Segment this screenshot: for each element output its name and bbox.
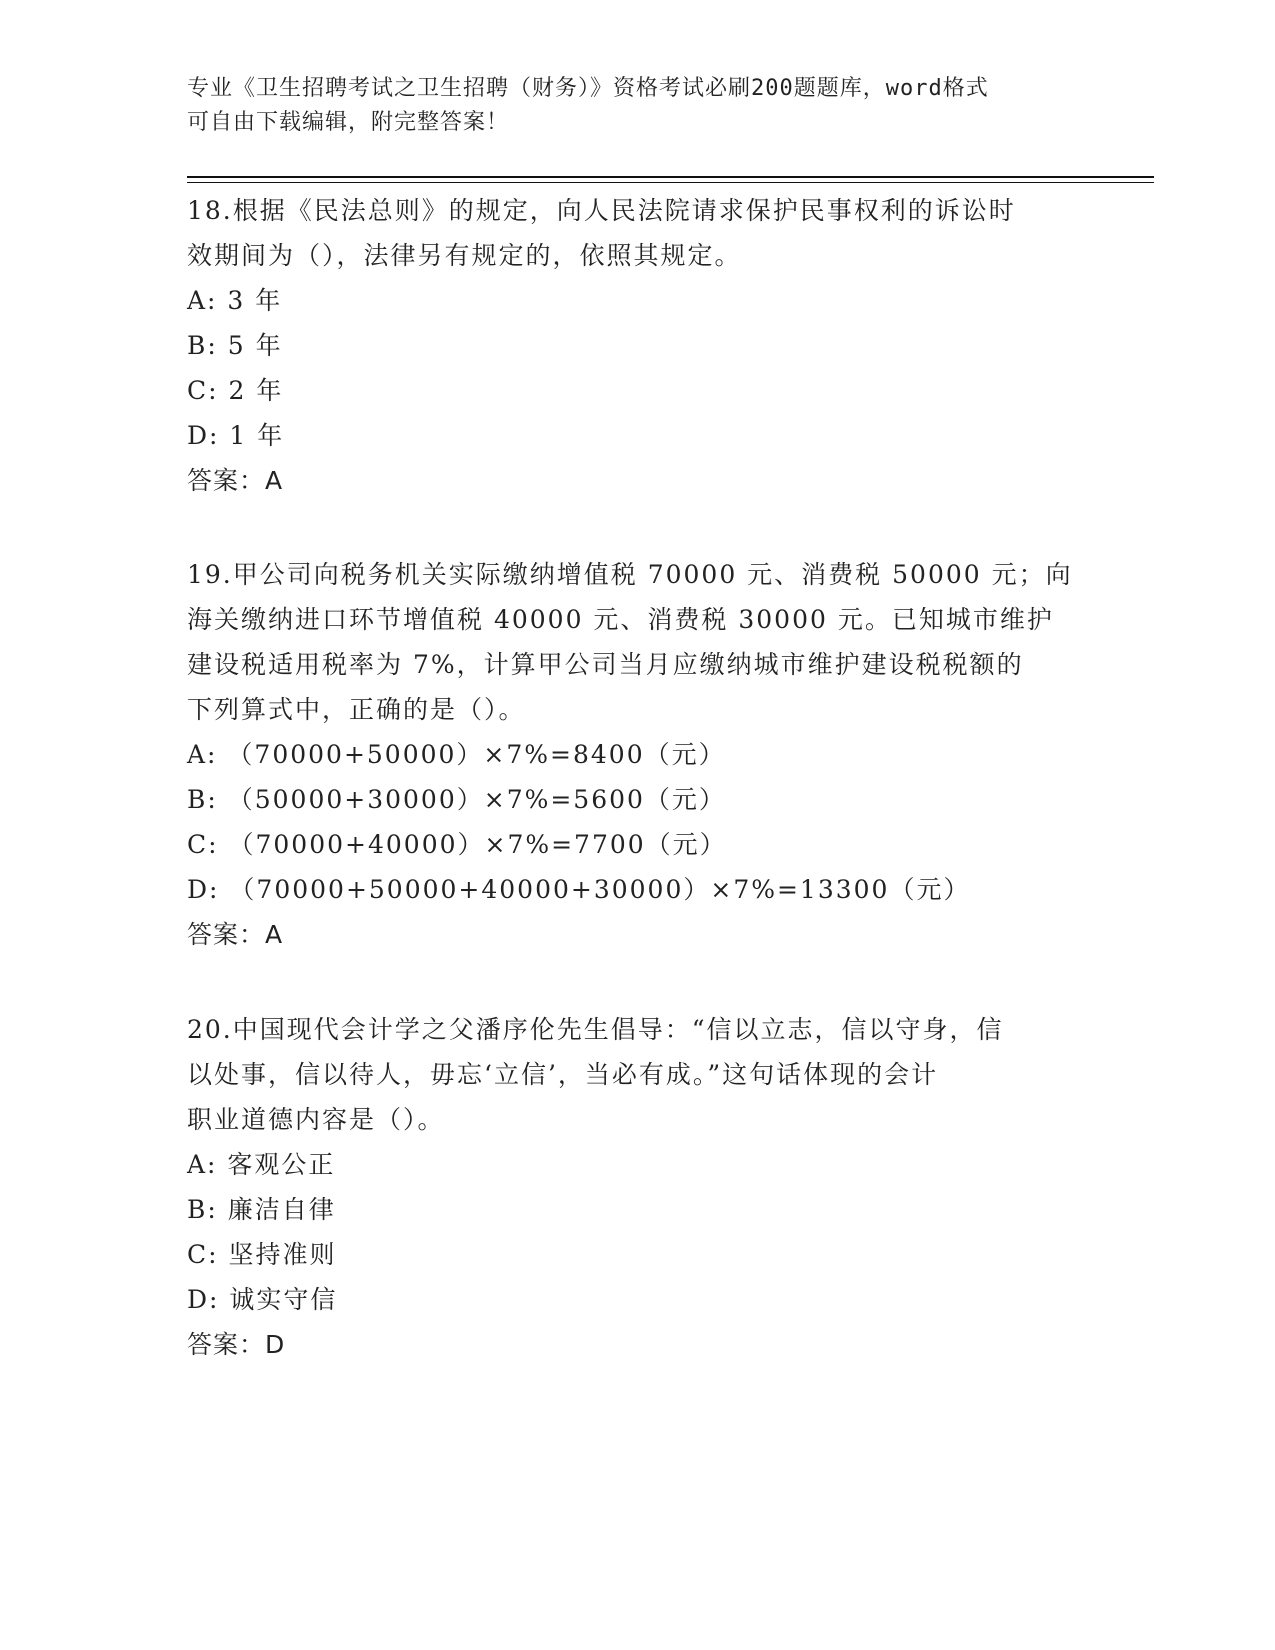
question-20: [187, 1007, 1077, 1367]
option-b: B: 5 年: [187, 331, 283, 360]
answer-label: 答案：D: [187, 1330, 286, 1359]
answer-label: 答案：A: [187, 920, 284, 949]
header-line-1: 专业《卫生招聘考试之卫生招聘（财务）》资格考试必刷200题题库，word格式: [187, 76, 989, 101]
option-a: A: 客观公正: [187, 1150, 336, 1179]
option-d: D: 诚实守信: [187, 1285, 338, 1314]
header-rule-thick: [187, 176, 1154, 178]
question-stem-line: 以处事，信以待人，毋忘‘立信’，当必有成。”这句话体现的会计: [187, 1060, 939, 1089]
question-18: [187, 188, 1077, 503]
answer-label: 答案：A: [187, 466, 284, 495]
document-header: [187, 72, 1077, 140]
option-b: B: （50000+30000）×7%=5600（元）: [187, 785, 726, 814]
header-rule-thin: [187, 182, 1154, 183]
option-d: D: 1 年: [187, 421, 285, 450]
question-19: [187, 552, 1077, 957]
option-a: A: 3 年: [187, 286, 283, 315]
question-stem-line: 18.根据《民法总则》的规定，向人民法院请求保护民事权利的诉讼时: [187, 196, 1016, 225]
question-stem-line: 海关缴纳进口环节增值税 40000 元、消费税 30000 元。已知城市维护: [187, 605, 1054, 634]
option-c: C: 坚持准则: [187, 1240, 337, 1269]
question-stem-line: 20.中国现代会计学之父潘序伦先生倡导：“信以立志，信以守身，信: [187, 1015, 1004, 1044]
question-stem-line: 建设税适用税率为 7%，计算甲公司当月应缴纳城市维护建设税税额的: [187, 650, 1024, 679]
header-line-2: 可自由下载编辑，附完整答案！: [187, 110, 510, 135]
question-stem-line: 19.甲公司向税务机关实际缴纳增值税 70000 元、消费税 50000 元；向: [187, 560, 1073, 589]
question-stem-line: 职业道德内容是（）。: [187, 1105, 445, 1134]
question-stem-line: 效期间为（），法律另有规定的，依照其规定。: [187, 241, 742, 270]
option-c: C: （70000+40000）×7%=7700（元）: [187, 830, 727, 859]
question-stem-line: 下列算式中，正确的是（）。: [187, 695, 526, 724]
option-c: C: 2 年: [187, 376, 284, 405]
option-d: D: （70000+50000+40000+30000）×7%=13300（元）: [187, 875, 971, 904]
option-a: A: （70000+50000）×7%=8400（元）: [187, 740, 726, 769]
option-b: B: 廉洁自律: [187, 1195, 336, 1224]
